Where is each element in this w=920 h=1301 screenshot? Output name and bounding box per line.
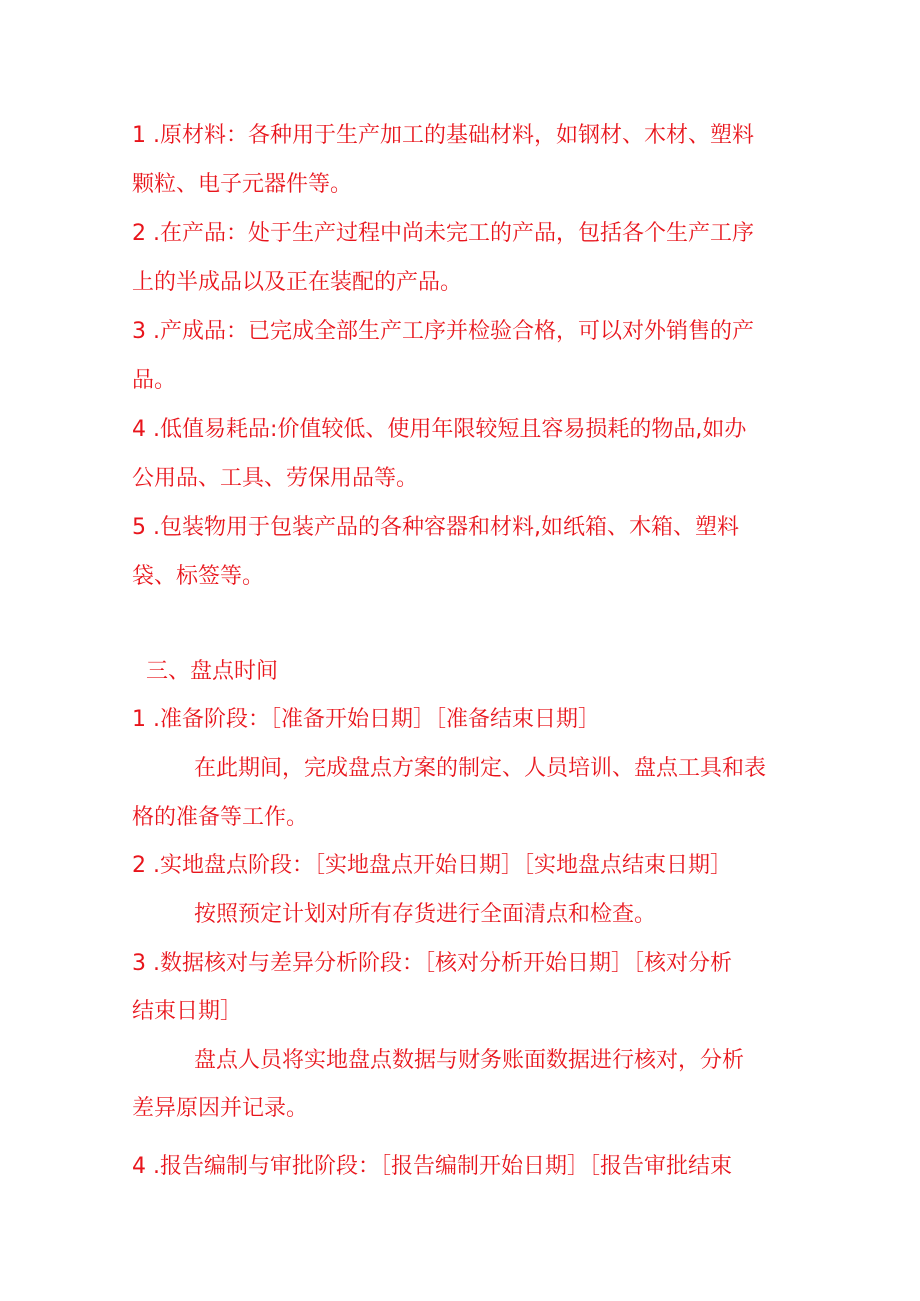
phase-reconciliation-desc-cont: 差异原因并记录。 — [132, 1096, 309, 1121]
list-item-wip-cont: 上的半成品以及正在装配的产品。 — [132, 270, 463, 295]
list-item-finished-goods: 3 .产成品：已完成全部生产工序并检验合格，可以对外销售的产 — [132, 319, 754, 344]
phase-preparation: 1 .准备阶段：［准备开始日期］［准备结束日期］ — [132, 707, 600, 732]
list-item-wip: 2 .在产品：处于生产过程中尚未完工的产品，包括各个生产工序 — [132, 221, 754, 246]
list-item-raw-materials: 1 .原材料：各种用于生产加工的基础材料，如钢材、木材、塑料 — [132, 123, 754, 148]
phase-reconciliation-desc: 盘点人员将实地盘点数据与财务账面数据进行核对，分析 — [194, 1048, 745, 1073]
phase-physical-count: 2 .实地盘点阶段：［实地盘点开始日期］［实地盘点结束日期］ — [132, 853, 732, 878]
list-item-raw-materials-cont: 颗粒、电子元器件等。 — [132, 172, 353, 197]
list-item-finished-goods-cont: 品。 — [132, 368, 177, 393]
list-item-consumables: 4 .低值易耗品:价值较低、使用年限较短且容易损耗的物品,如办 — [132, 417, 747, 442]
list-item-packaging: 5 .包装物用于包装产品的各种容器和材料,如纸箱、木箱、塑料 — [132, 515, 739, 540]
list-item-consumables-cont: 公用品、工具、劳保用品等。 — [132, 466, 419, 491]
section-heading-inventory-time: 三、盘点时间 — [146, 659, 279, 684]
phase-reconciliation: 3 .数据核对与差异分析阶段：［核对分析开始日期］［核对分析 — [132, 951, 732, 976]
list-item-packaging-cont: 袋、标签等。 — [132, 564, 265, 589]
phase-reconciliation-cont: 结束日期］ — [132, 999, 243, 1024]
phase-preparation-desc: 在此期间，完成盘点方案的制定、人员培训、盘点工具和表 — [194, 756, 767, 781]
phase-preparation-desc-cont: 格的准备等工作。 — [132, 805, 309, 830]
phase-report: 4 .报告编制与审批阶段：［报告编制开始日期］［报告审批结束 — [132, 1154, 732, 1179]
phase-physical-count-desc: 按照预定计划对所有存货进行全面清点和检查。 — [194, 902, 657, 927]
